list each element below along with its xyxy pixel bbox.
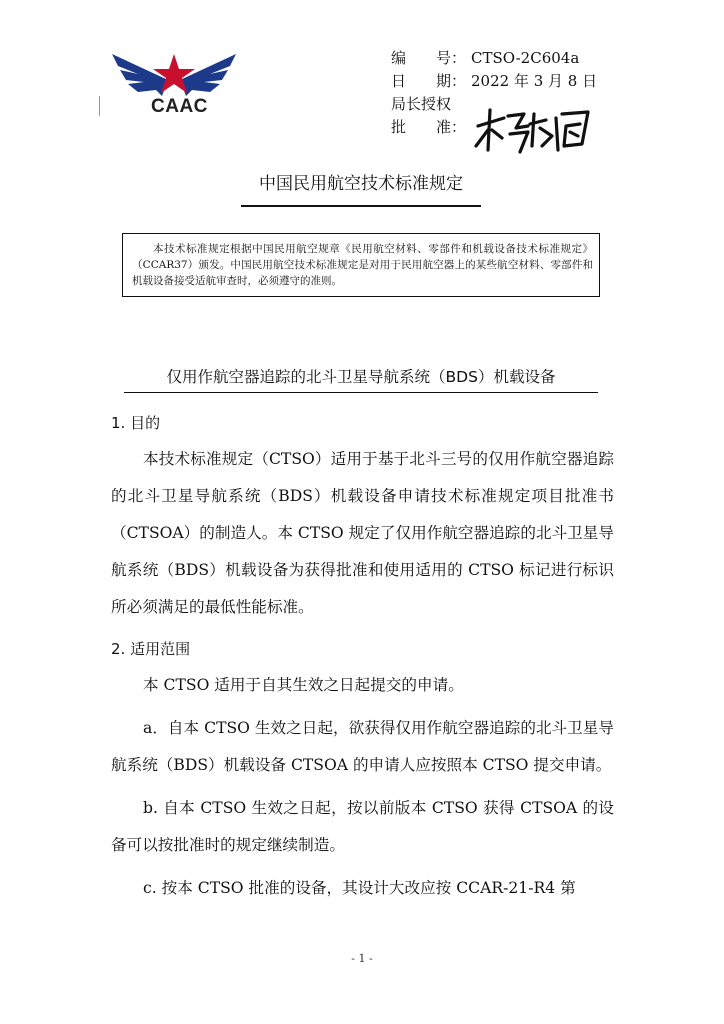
document-title: 中国民用航空技术标准规定: [259, 174, 463, 194]
document-body: [111, 405, 614, 907]
meta-authorization-label: 局长授权: [391, 95, 452, 113]
title-underline: [241, 205, 481, 207]
signature-image: [470, 106, 600, 154]
standard-title-underline: [124, 392, 598, 393]
applicability-paragraph-a: a．自本 CTSO 生效之日起，欲获得仅用作航空器追踪的北斗卫星导航系统（BDS）机载设备 CTSOA 的申请人应按照本 CTSO 提交申请。: [111, 719, 614, 774]
applicability-paragraph-b: b. 自本 CTSO 生效之日起，按以前版本 CTSO 获得 CTSOA 的设备可以按批准时的规定继续制造。: [111, 799, 614, 854]
purpose-paragraph: 本技术标准规定（CTSO）适用于基于北斗三号的仅用作航空器追踪的北斗卫星导航系统（BDS）机载设备申请技术标准规定项目批准书（CTSOA）的制造人。本 CTSO 规定了仅用作航空器追踪的北斗卫星导航系统（BDS）机载设备为获得批准和使用适用的 CTSO 标记进行标识所必须满足的最低性能标准。: [111, 450, 614, 616]
meta-number-value: CTSO-2C604a: [471, 49, 580, 67]
meta-date-value: 2022 年 3 月 8 日: [471, 72, 598, 90]
standard-title: 仅用作航空器追踪的北斗卫星导航系统（BDS）机载设备: [166, 368, 556, 386]
section-heading-applicability: 2. 适用范围: [111, 640, 191, 658]
logo-text: CAAC: [151, 96, 208, 117]
meta-approval-label: 批 准：: [391, 118, 467, 136]
margin-mark: [99, 96, 100, 116]
applicability-paragraph-1: 本 CTSO 适用于自其生效之日起提交的申请。: [143, 676, 464, 694]
meta-date-row: [391, 70, 597, 93]
page-number: - 1 -: [351, 952, 373, 965]
meta-number-row: [391, 47, 597, 70]
section-heading-purpose: 1. 目的: [111, 414, 161, 432]
notice-box: 本技术标准规定根据中国民用航空规章《民用航空材料、零部件和机载设备技术标准规定》（CCAR37）颁发。中国民用航空技术标准规定是对用于民用航空器上的某些航空材料、零部件和机载设备接受适航审查时，必须遵守的准则。: [122, 233, 600, 297]
applicability-paragraph-c: c. 按本 CTSO 批准的设备，其设计大改应按 CCAR-21-R4 第: [143, 879, 576, 897]
meta-date-label: 日 期：: [391, 72, 467, 90]
meta-number-label: 编 号：: [391, 49, 467, 67]
